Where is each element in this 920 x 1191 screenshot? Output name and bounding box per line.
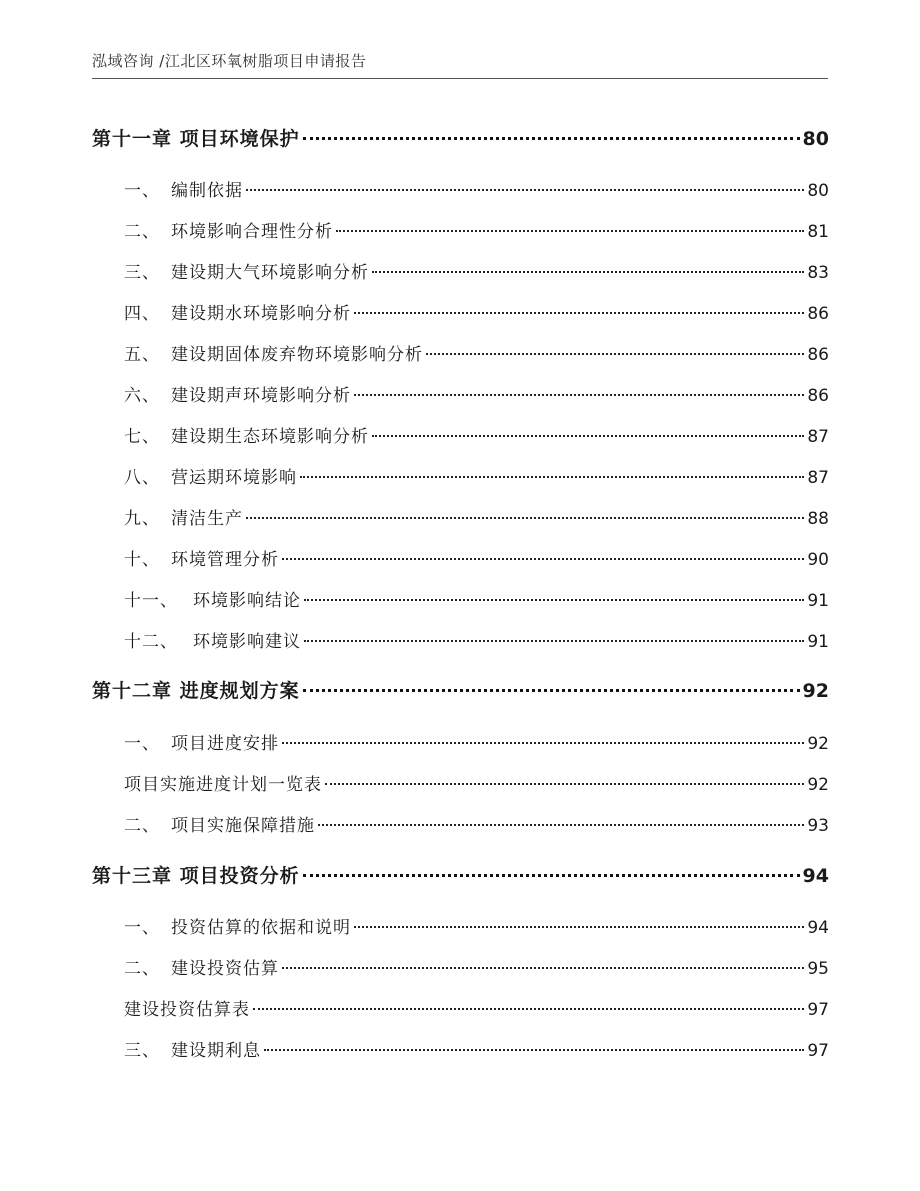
toc-chapter-title: 第十三章 项目投资分析 — [92, 865, 300, 887]
toc-section-number: 三、 — [124, 1041, 160, 1061]
toc-table-entry[interactable] — [92, 770, 829, 795]
toc-page-number: 92 — [807, 775, 829, 795]
toc-leader-dots — [282, 742, 804, 744]
toc-table-title: 建设投资估算表 — [124, 1000, 250, 1020]
toc-section-title: 建设期生态环境影响分析 — [171, 427, 369, 447]
toc-table-title: 项目实施进度计划一览表 — [124, 775, 322, 795]
toc-page-number: 95 — [807, 959, 829, 979]
toc-page-number: 97 — [807, 1041, 829, 1061]
toc-page-number: 94 — [807, 918, 829, 938]
toc-leader-dots — [282, 967, 804, 969]
toc-page-number: 90 — [807, 550, 829, 570]
toc-leader-dots — [303, 137, 800, 140]
toc-page-number: 94 — [802, 865, 829, 887]
page-header: 泓域咨询 /江北区环氧树脂项目申请报告 — [92, 52, 367, 70]
toc-section-title: 投资估算的依据和说明 — [171, 918, 351, 938]
toc-section[interactable] — [92, 258, 829, 283]
toc-leader-dots — [304, 640, 804, 642]
toc-section-number: 四、 — [124, 304, 160, 324]
toc-page-number: 87 — [807, 468, 829, 488]
toc-page-number: 81 — [807, 222, 829, 242]
toc-page-number: 80 — [807, 181, 829, 201]
toc-section[interactable] — [92, 586, 829, 611]
toc-chapter-12[interactable] — [92, 676, 829, 703]
toc-section[interactable] — [92, 299, 829, 324]
toc-section-title: 项目进度安排 — [171, 734, 279, 754]
toc-page-number: 91 — [807, 591, 829, 611]
toc-section[interactable] — [92, 811, 829, 836]
toc-section[interactable] — [92, 627, 829, 652]
toc-section-title: 营运期环境影响 — [171, 468, 297, 488]
toc-leader-dots — [325, 783, 804, 785]
toc-leader-dots — [354, 394, 804, 396]
toc-leader-dots — [354, 312, 804, 314]
toc-chapter-title: 第十二章 进度规划方案 — [92, 680, 300, 702]
toc-section-number: 六、 — [124, 386, 160, 406]
toc-section-title: 清洁生产 — [171, 509, 243, 529]
toc-leader-dots — [303, 689, 800, 692]
toc-section-title: 建设期水环境影响分析 — [171, 304, 351, 324]
toc-section[interactable] — [92, 340, 829, 365]
toc-section[interactable] — [92, 913, 829, 938]
toc-section-number: 三、 — [124, 263, 160, 283]
toc-section-title: 建设期利息 — [171, 1041, 261, 1061]
toc-section[interactable] — [92, 463, 829, 488]
toc-section[interactable] — [92, 422, 829, 447]
toc-page-number: 80 — [802, 128, 829, 150]
toc-page-number: 88 — [807, 509, 829, 529]
toc-leader-dots — [246, 189, 804, 191]
toc-section-number: 九、 — [124, 509, 160, 529]
toc-leader-dots — [282, 558, 804, 560]
toc-table-entry[interactable] — [92, 995, 829, 1020]
toc-section[interactable] — [92, 954, 829, 979]
toc-page-number: 97 — [807, 1000, 829, 1020]
toc-leader-dots — [354, 926, 804, 928]
toc-section-number: 一、 — [124, 734, 160, 754]
toc-page-number: 93 — [807, 816, 829, 836]
toc-section-number: 二、 — [124, 222, 160, 242]
toc-page-number: 86 — [807, 304, 829, 324]
toc-section[interactable] — [92, 381, 829, 406]
toc-leader-dots — [253, 1008, 804, 1010]
header-divider — [92, 78, 828, 79]
toc-leader-dots — [318, 824, 804, 826]
toc-section[interactable] — [92, 1036, 829, 1061]
toc-section-number: 十一、 — [124, 591, 178, 611]
toc-page-number: 86 — [807, 386, 829, 406]
toc-leader-dots — [264, 1049, 804, 1051]
toc-leader-dots — [372, 271, 804, 273]
toc-section-number: 八、 — [124, 468, 160, 488]
toc-section-number: 十二、 — [124, 632, 178, 652]
toc-section[interactable] — [92, 176, 829, 201]
toc-leader-dots — [336, 230, 804, 232]
toc-section[interactable] — [92, 729, 829, 754]
toc-section[interactable] — [92, 217, 829, 242]
toc-leader-dots — [246, 517, 804, 519]
toc-section-title: 环境影响结论 — [193, 591, 301, 611]
toc-section-title: 建设投资估算 — [171, 959, 279, 979]
toc-section-title: 项目实施保障措施 — [171, 816, 315, 836]
toc-section-title: 环境影响合理性分析 — [171, 222, 333, 242]
toc-page-number: 87 — [807, 427, 829, 447]
toc-page-number: 92 — [802, 680, 829, 702]
toc-page-number: 91 — [807, 632, 829, 652]
toc-leader-dots — [304, 599, 804, 601]
toc-section-number: 二、 — [124, 816, 160, 836]
toc-section[interactable] — [92, 545, 829, 570]
toc-section-title: 建设期大气环境影响分析 — [171, 263, 369, 283]
toc-leader-dots — [372, 435, 804, 437]
toc-section-number: 一、 — [124, 918, 160, 938]
toc-page-number: 86 — [807, 345, 829, 365]
toc-section-number: 五、 — [124, 345, 160, 365]
toc-section-number: 一、 — [124, 181, 160, 201]
toc-chapter-title: 第十一章 项目环境保护 — [92, 128, 300, 150]
toc-section-title: 建设期固体废弃物环境影响分析 — [171, 345, 423, 365]
toc-section-number: 二、 — [124, 959, 160, 979]
toc-page-number: 92 — [807, 734, 829, 754]
toc-leader-dots — [426, 353, 804, 355]
toc-section-title: 环境影响建议 — [193, 632, 301, 652]
toc-chapter-13[interactable] — [92, 861, 829, 888]
toc-page-number: 83 — [807, 263, 829, 283]
toc-section-title: 建设期声环境影响分析 — [171, 386, 351, 406]
toc-section-title: 环境管理分析 — [171, 550, 279, 570]
toc-section-number: 七、 — [124, 427, 160, 447]
toc-leader-dots — [300, 476, 804, 478]
toc-section[interactable] — [92, 504, 829, 529]
toc-chapter-11[interactable] — [92, 124, 829, 151]
toc-section-title: 编制依据 — [171, 181, 243, 201]
toc-section-number: 十、 — [124, 550, 160, 570]
toc-leader-dots — [303, 874, 800, 877]
